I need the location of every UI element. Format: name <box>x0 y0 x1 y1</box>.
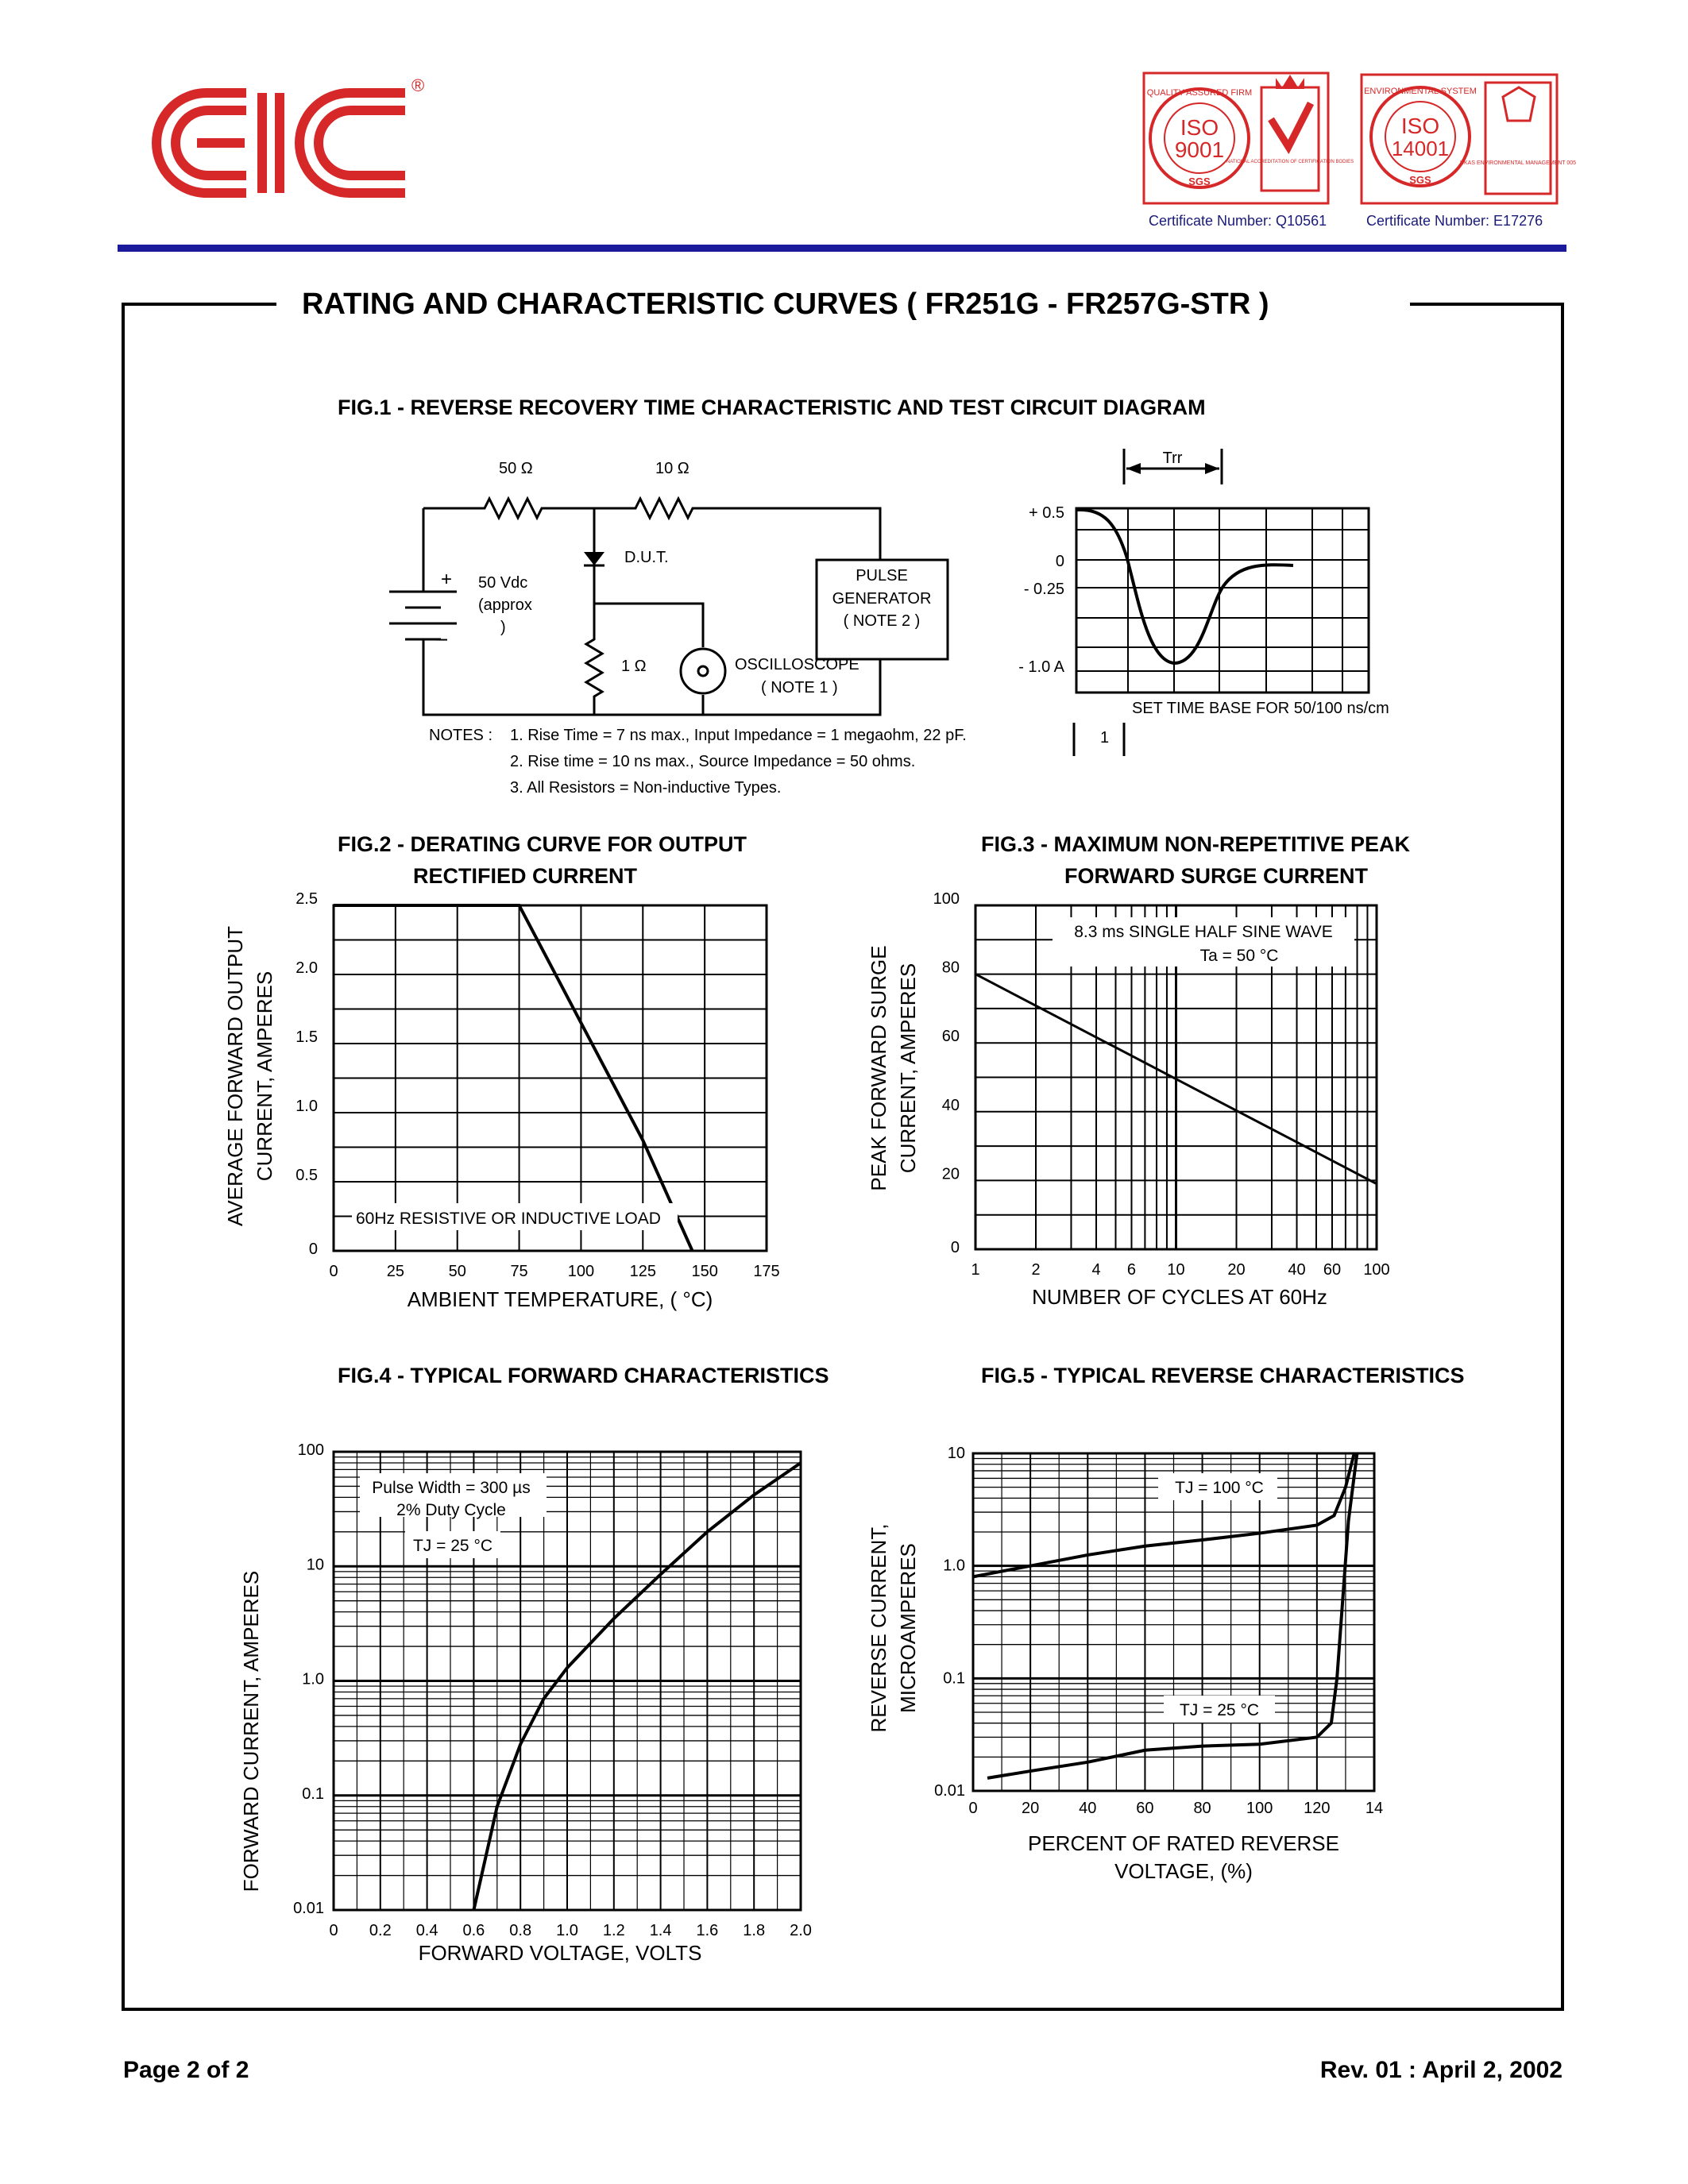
fig3-xtick: 40 <box>1288 1261 1306 1279</box>
fig1-title: FIG.1 - REVERSE RECOVERY TIME CHARACTERISTIC AND TEST CIRCUIT DIAGRAM <box>338 396 1206 419</box>
fig3-ytick: 100 <box>933 890 960 908</box>
pulse-label-2: GENERATOR <box>832 590 932 608</box>
fig5-ytick: 10 <box>947 1445 965 1462</box>
fig4-xtick: 0.6 <box>462 1922 485 1939</box>
svg-text:9001: 9001 <box>1174 137 1225 162</box>
minus-label: − <box>435 627 449 652</box>
fig2-ylabel-2: CURRENT, AMPERES <box>253 970 276 1182</box>
fig3-title-2: FORWARD SURGE CURRENT <box>1064 864 1369 888</box>
fig2-xtick: 125 <box>629 1263 656 1280</box>
r2-label: 10 Ω <box>655 460 689 477</box>
svg-text:ISO: ISO <box>1400 114 1440 138</box>
svg-text:ENVIRONMENTAL SYSTEM: ENVIRONMENTAL SYSTEM <box>1364 87 1477 96</box>
fig3-xtick: 2 <box>1031 1261 1041 1279</box>
fig5-xlabel-2: VOLTAGE, (%) <box>1114 1859 1253 1883</box>
fig5-xtick: 80 <box>1193 1800 1211 1817</box>
svg-text:QUALITY ASSURED FIRM: QUALITY ASSURED FIRM <box>1146 88 1253 98</box>
svg-text:SGS: SGS <box>1188 176 1211 187</box>
fig2-ytick: 0.5 <box>295 1167 318 1184</box>
fig4-annotation-1: Pulse Width = 300 µs <box>372 1479 531 1497</box>
fig5-xtick: 100 <box>1246 1800 1273 1817</box>
fig2-ytick: 0 <box>308 1241 318 1258</box>
fig3-title-1: FIG.3 - MAXIMUM NON-REPETITIVE PEAK <box>981 832 1411 856</box>
fig4-xtick: 0 <box>329 1922 338 1939</box>
fig4-annotation-2: 2% Duty Cycle <box>396 1501 506 1519</box>
fig2-title-2: RECTIFIED CURRENT <box>413 864 637 888</box>
fig3-ytick: 20 <box>941 1165 960 1183</box>
fig4-xlabel: FORWARD VOLTAGE, VOLTS <box>418 1941 702 1965</box>
scope-label-2: ( NOTE 1 ) <box>761 679 838 696</box>
fig5-xtick: 20 <box>1022 1800 1040 1817</box>
fig4-ytick: 100 <box>297 1441 324 1459</box>
supply-label-3: ) <box>500 619 506 636</box>
footer-rev: Rev. 01 : April 2, 2002 <box>1319 2057 1562 2083</box>
fig5-curve-tj25 <box>987 1453 1357 1778</box>
cm-label: 1 <box>1100 729 1110 747</box>
footer-page: Page 2 of 2 <box>123 2057 249 2083</box>
fig2-xtick: 75 <box>510 1263 528 1280</box>
fig5-ylabel-1: REVERSE CURRENT, <box>867 1523 890 1733</box>
fig4-ytick: 1.0 <box>302 1670 324 1688</box>
fig3-ytick: 0 <box>950 1239 960 1256</box>
fig5-xtick: 14 <box>1365 1800 1384 1817</box>
registered-mark: ® <box>411 75 425 95</box>
note-3: 3. All Resistors = Non-inductive Types. <box>510 779 782 797</box>
wave-label-m025: - 0.25 <box>1023 581 1064 598</box>
fig4-title: FIG.4 - TYPICAL FORWARD CHARACTERISTICS <box>338 1364 829 1387</box>
fig3-xlabel: NUMBER OF CYCLES AT 60Hz <box>1032 1285 1327 1309</box>
fig3-ytick: 40 <box>941 1096 960 1114</box>
note-2: 2. Rise time = 10 ns max., Source Impedance = 50 ohms. <box>510 753 916 770</box>
fig3-xtick: 20 <box>1227 1261 1246 1279</box>
fig4-xtick: 0.8 <box>509 1922 532 1939</box>
supply-label-1: 50 Vdc <box>478 574 528 592</box>
fig3-ylabel-2: CURRENT, AMPERES <box>896 963 920 1174</box>
svg-text:SGS: SGS <box>1409 174 1431 186</box>
fig2-xtick: 50 <box>448 1263 466 1280</box>
svg-text:UKAS ENVIRONMENTAL MANAGEMENT: UKAS ENVIRONMENTAL MANAGEMENT 005 <box>1459 160 1577 166</box>
fig4-xtick: 1.0 <box>556 1922 578 1939</box>
fig2-ytick: 2.5 <box>295 890 318 908</box>
fig2-ytick: 2.0 <box>295 959 318 977</box>
fig2-xtick: 0 <box>329 1263 338 1280</box>
fig2-xlabel: AMBIENT TEMPERATURE, ( °C) <box>407 1287 713 1311</box>
fig5-ytick: 0.1 <box>943 1669 965 1688</box>
fig4-xtick: 0.2 <box>369 1922 392 1939</box>
timebase-label: SET TIME BASE FOR 50/100 ns/cm <box>1132 700 1389 717</box>
fig5-annotation-cold: TJ = 25 °C <box>1179 1701 1260 1719</box>
fig4-annotation-3: TJ = 25 °C <box>412 1537 493 1555</box>
r1-label: 50 Ω <box>499 460 533 477</box>
fig5-xtick: 0 <box>968 1800 978 1817</box>
fig2-annotation: 60Hz RESISTIVE OR INDUCTIVE LOAD <box>356 1210 661 1228</box>
fig3-annotation-2: Ta = 50 °C <box>1199 947 1279 965</box>
fig5-xtick: 120 <box>1304 1800 1331 1817</box>
fig4-ytick: 0.1 <box>302 1785 324 1803</box>
fig4-xtick: 1.2 <box>602 1922 625 1939</box>
supply-label-2: (approx <box>478 596 532 614</box>
fig2-xtick: 175 <box>753 1263 780 1280</box>
fig3-ytick: 60 <box>941 1028 960 1046</box>
plus-label: + <box>441 569 453 590</box>
fig2-ytick: 1.5 <box>295 1028 318 1046</box>
pulse-label-1: PULSE <box>856 567 908 585</box>
fig3-ytick: 80 <box>941 959 960 977</box>
pulse-label-3: ( NOTE 2 ) <box>843 612 921 630</box>
fig3-ylabel-1: PEAK FORWARD SURGE <box>867 945 890 1191</box>
fig5-ytick: 1.0 <box>943 1557 965 1575</box>
fig4-ytick: 0.01 <box>293 1900 324 1917</box>
wave-label-0: 0 <box>1055 553 1064 570</box>
fig3-xtick: 1 <box>971 1261 980 1279</box>
notes-label: NOTES : <box>429 727 493 744</box>
fig5-title: FIG.5 - TYPICAL REVERSE CHARACTERISTICS <box>981 1364 1465 1387</box>
dut-label: D.U.T. <box>624 549 669 566</box>
trr-label: Trr <box>1162 450 1183 467</box>
page-title: RATING AND CHARACTERISTIC CURVES ( FR251G - FR257G-STR ) <box>302 287 1269 321</box>
fig5-xtick: 60 <box>1136 1800 1154 1817</box>
fig2-xtick: 100 <box>567 1263 595 1280</box>
fig5-ylabel-2: MICROAMPERES <box>896 1543 920 1713</box>
fig2-ytick: 1.0 <box>295 1098 318 1115</box>
fig4-xtick: 0.4 <box>415 1922 438 1939</box>
fig3-xtick: 10 <box>1167 1261 1185 1279</box>
fig5-ytick: 0.01 <box>934 1782 965 1800</box>
note-1: 1. Rise Time = 7 ns max., Input Impedance = 1 megaohm, 22 pF. <box>510 727 967 744</box>
fig5-chart <box>0 1350 1688 1985</box>
fig2-xtick: 150 <box>691 1263 718 1280</box>
svg-text:NATIONAL ACCREDITATION OF CERT: NATIONAL ACCREDITATION OF CERTIFICATION BODIES <box>1226 160 1354 164</box>
cert-number-e: Certificate Number: E17276 <box>1366 213 1543 229</box>
fig4-xtick: 1.8 <box>743 1922 766 1939</box>
fig4-ylabel: FORWARD CURRENT, AMPERES <box>239 1570 263 1893</box>
fig4-ytick: 10 <box>306 1556 324 1574</box>
wave-label-p05: + 0.5 <box>1028 504 1064 522</box>
fig3-xtick: 6 <box>1126 1261 1137 1279</box>
fig3-xtick: 4 <box>1091 1261 1101 1279</box>
fig2-xtick: 25 <box>386 1263 404 1280</box>
fig2-ylabel-1: AVERAGE FORWARD OUTPUT <box>223 926 247 1226</box>
fig2-title-1: FIG.2 - DERATING CURVE FOR OUTPUT <box>338 832 747 856</box>
svg-text:14001: 14001 <box>1391 137 1450 160</box>
fig4-xtick: 1.4 <box>649 1922 672 1939</box>
fig5-xlabel-1: PERCENT OF RATED REVERSE <box>1028 1831 1339 1855</box>
fig3-xtick: 60 <box>1323 1261 1342 1279</box>
fig5-annotation-hot: TJ = 100 °C <box>1175 1479 1264 1497</box>
fig5-xtick: 40 <box>1079 1800 1097 1817</box>
wave-label-m1: - 1.0 A <box>1018 658 1064 676</box>
r3-label: 1 Ω <box>621 658 647 675</box>
fig3-annotation-1: 8.3 ms SINGLE HALF SINE WAVE <box>1074 923 1333 941</box>
svg-text:ISO: ISO <box>1180 115 1219 140</box>
fig3-xtick: 100 <box>1363 1261 1390 1279</box>
cert-number-q: Certificate Number: Q10561 <box>1149 213 1327 229</box>
fig4-xtick: 1.6 <box>696 1922 719 1939</box>
scope-label-1: OSCILLOSCOPE <box>735 656 859 673</box>
fig4-xtick: 2.0 <box>790 1922 812 1939</box>
